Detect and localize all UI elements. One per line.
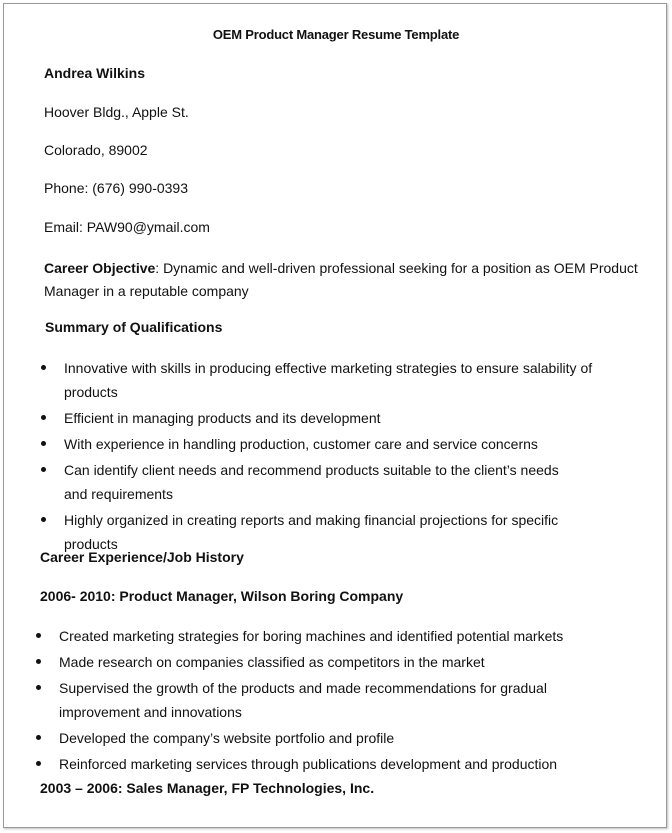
job-1-item-text: Created marketing strategies for boring machines and identified potential markets (59, 628, 564, 644)
bullet-icon (36, 633, 41, 638)
address-line-2: Colorado, 89002 (44, 142, 148, 158)
list-item (40, 406, 600, 430)
qualification-text: Innovative with skills in producing effective marketing strategies to ensure salability of products (64, 360, 593, 400)
job-1-item-text: Reinforced marketing services through publications development and production (59, 756, 558, 772)
experience-heading: Career Experience/Job History (40, 549, 244, 565)
bullet-icon (41, 517, 46, 522)
email: Email: PAW90@ymail.com (44, 219, 210, 235)
job-1-item-text: Developed the company’s website portfolio and profile (59, 730, 395, 746)
bullet-icon (36, 659, 41, 664)
bullet-icon (41, 415, 46, 420)
qualification-text: Efficient in managing products and its development (64, 410, 381, 426)
job-1-title: 2006- 2010: Product Manager, Wilson Boring Company (40, 588, 404, 604)
bullet-icon (36, 685, 41, 690)
bullet-icon (41, 441, 46, 446)
bullet-icon (36, 761, 41, 766)
qualification-text: Can identify client needs and recommend products suitable to the client’s needs and requirements (64, 462, 559, 502)
list-item (40, 458, 600, 506)
qualifications-heading: Summary of Qualifications (45, 319, 223, 335)
job-2-title: 2003 – 2006: Sales Manager, FP Technologies, Inc. (40, 780, 375, 796)
list-item (40, 432, 600, 456)
job-1-item-text: Made research on companies classified as competitors in the market (59, 654, 485, 670)
list-item (35, 650, 635, 674)
qualification-text: Highly organized in creating reports and making financial projections for specific products (64, 512, 559, 552)
list-item (35, 676, 635, 724)
career-objective (44, 257, 644, 303)
job-1-item-text: Supervised the growth of the products and made recommendations for gradual improvement and innovations (59, 680, 547, 720)
phone: Phone: (676) 990-0393 (44, 180, 188, 196)
bullet-icon (36, 735, 41, 740)
bullet-icon (41, 365, 46, 370)
qualifications-list (40, 356, 600, 556)
candidate-name: Andrea Wilkins (44, 65, 146, 81)
bullet-icon (41, 467, 46, 472)
list-item (35, 726, 635, 750)
document-title: OEM Product Manager Resume Template (212, 27, 460, 42)
address-line-1: Hoover Bldg., Apple St. (44, 104, 189, 120)
list-item (35, 752, 635, 776)
qualification-text: With experience in handling production, customer care and service concerns (64, 436, 538, 452)
list-item (40, 356, 600, 404)
list-item (35, 624, 635, 648)
career-objective-label: Career Objective (44, 260, 156, 276)
job-1-list (35, 624, 635, 776)
career-objective-text: : Dynamic and well-driven professional seeking for a position as OEM Product Manager in a reputable company (44, 260, 638, 299)
